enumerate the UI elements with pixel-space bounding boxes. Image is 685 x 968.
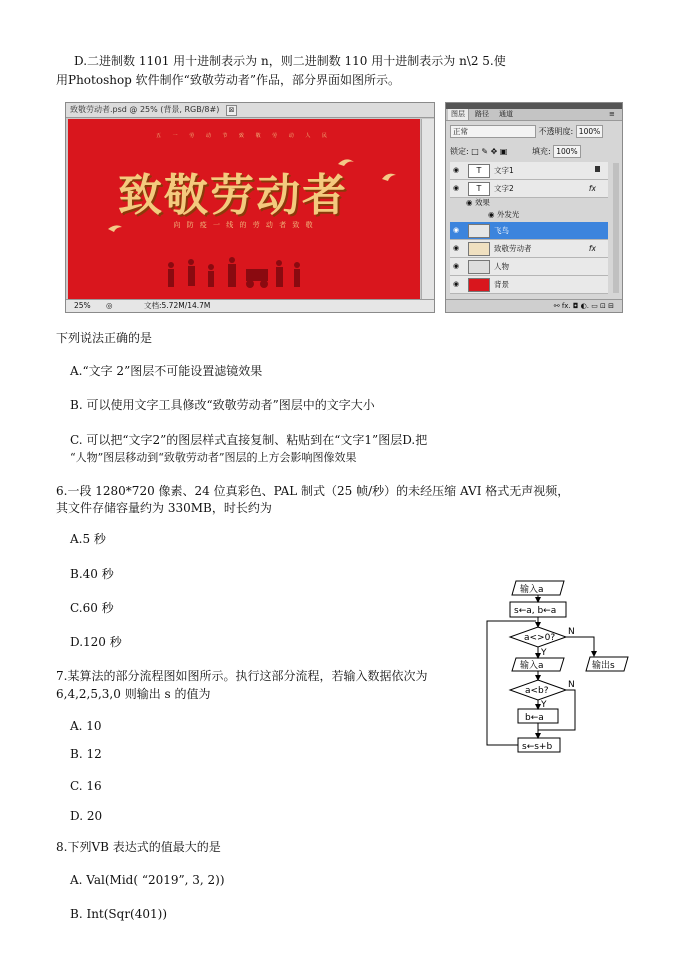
flow-cond1: a<>0?: [524, 633, 556, 643]
canvas-headline: 致敬劳动者: [118, 170, 348, 221]
panel-menu-icon[interactable]: ≡: [609, 110, 615, 118]
q5-option-d: “人物”图层移动到“致敬劳动者”图层的上方会影响图像效果: [70, 451, 357, 464]
lock-icon: [595, 166, 600, 172]
layer-name: 背景: [494, 280, 509, 289]
layers-bottom-toolbar[interactable]: ⚯ fx. ◘ ◐. ▭ ⊡ ⊟: [446, 299, 622, 312]
q6-option-a: A.5 秒: [70, 532, 106, 546]
layer-name: 文字1: [494, 166, 514, 175]
bird-icon: [338, 159, 354, 166]
flow-no2: N: [568, 680, 575, 690]
q5-stem-intro: 用Photoshop 软件制作“致敬劳动者”作品，部分界面如图所示。: [56, 73, 400, 87]
q6-option-d: D.120 秒: [70, 635, 122, 649]
lock-row: [450, 145, 618, 158]
q4-option-d: D.二进制数 1101 用十进制表示为 n，则二进制数 110 用十进制表示为 n\2 5.使: [74, 54, 506, 68]
flow-output: 输出s: [592, 661, 615, 671]
layer-thumbnail: [468, 224, 490, 238]
layer-thumbnail: T: [468, 182, 490, 196]
q7-option-b: B. 12: [70, 747, 102, 761]
algorithm-flowchart: [480, 575, 640, 765]
flow-input1: 输入a: [520, 585, 544, 595]
document-size: 文档:5.72M/14.7M: [144, 301, 211, 310]
bird-icon: [382, 174, 396, 181]
q5-option-b: B. 可以使用文字工具修改“致敬劳动者”图层中的文字大小: [70, 398, 375, 412]
layer-birds[interactable]: [450, 222, 608, 240]
close-icon[interactable]: ⊠: [226, 105, 237, 116]
layer-thumbnail: [468, 242, 490, 256]
q5-option-c: C. 可以把“文字2”的图层样式直接复制、粘贴到在“文字1”图层D.把: [70, 433, 428, 447]
eye-icon[interactable]: ◉: [453, 226, 460, 234]
panel-tabs: [446, 109, 622, 121]
photoshop-document-window: [65, 102, 435, 313]
flow-yes2: Y: [541, 700, 547, 710]
tab-channels[interactable]: 通道: [499, 110, 513, 118]
layer-thumbnail: [468, 278, 490, 292]
tab-paths[interactable]: 路径: [475, 110, 489, 118]
layer-headline[interactable]: [450, 240, 608, 258]
layer-text1[interactable]: [450, 162, 608, 180]
outer-glow-label: 外发光: [496, 210, 520, 219]
layer-thumbnail: [468, 260, 490, 274]
flow-assign3: s←s+b: [522, 742, 553, 752]
tab-layers[interactable]: 图层: [448, 109, 469, 120]
q8-option-b: B. Int(Sqr(401)): [70, 907, 168, 921]
eye-icon[interactable]: ◉: [488, 210, 495, 219]
status-bar: [66, 299, 434, 312]
layer-text2[interactable]: [450, 180, 608, 198]
flow-input2: 输入a: [520, 661, 544, 671]
document-titlebar: [66, 103, 434, 118]
flow-yes1: Y: [541, 648, 547, 658]
q7-option-d: D. 20: [70, 809, 103, 823]
layer-name: 飞鸟: [494, 226, 509, 235]
canvas-decoration: [68, 119, 420, 300]
layers-scrollbar[interactable]: [613, 163, 619, 293]
fill-input[interactable]: 100%: [553, 145, 580, 158]
document-title: 致敬劳动者.psd @ 25% (背景, RGB/8#): [70, 105, 220, 114]
lock-label: 锁定:: [450, 147, 469, 156]
canvas-slogan: 五 一 劳 动 节 致 敬 劳 动 人 民: [156, 133, 332, 139]
layers-panel: [445, 102, 623, 313]
q8-option-a: A. Val(Mid( “2019”, 3, 2)): [70, 873, 225, 887]
opacity-label: 不透明度:: [538, 127, 574, 136]
q5-stem: 下列说法正确的是: [56, 331, 153, 345]
blend-row: [450, 125, 618, 138]
q6-stem: 6.一段 1280*720 像素、24 位真彩色、PAL 制式（25 帧/秒）的未经压缩 AVI 格式无声视频，: [56, 484, 570, 498]
effects-label: 效果: [474, 198, 490, 207]
eye-icon[interactable]: ◉: [453, 244, 460, 252]
lock-icons[interactable]: □ ✎ ✥ ▣: [471, 147, 508, 156]
q6-option-b: B.40 秒: [70, 567, 114, 581]
q7-stem-2: 6,4,2,5,3,0 则输出 s 的值为: [56, 687, 211, 701]
q5-option-a: A.“文字 2”图层不可能设置滤镜效果: [70, 364, 263, 378]
flow-cond2: a<b?: [525, 686, 549, 696]
eye-icon[interactable]: ◉: [453, 280, 460, 288]
effects-group[interactable]: [466, 197, 616, 209]
eye-icon[interactable]: ◉: [453, 184, 460, 192]
layer-background[interactable]: [450, 276, 608, 294]
flow-assign2: b←a: [525, 713, 544, 723]
vertical-scrollbar[interactable]: [421, 119, 434, 300]
q8-stem: 8.下列VB 表达式的值最大的是: [56, 840, 221, 854]
flow-assign1: s←a, b←a: [514, 606, 557, 616]
q7-option-c: C. 16: [70, 779, 102, 793]
q6-stem-2: 其文件存储容量约为 330MB，时长约为: [56, 501, 272, 515]
layer-people[interactable]: [450, 258, 608, 276]
flow-no1: N: [568, 627, 575, 637]
workers-silhouette-icon: [168, 257, 300, 288]
q6-option-c: C.60 秒: [70, 601, 114, 615]
layer-name: 致敬劳动者: [494, 244, 532, 253]
zoom-value[interactable]: 25%: [74, 301, 91, 310]
eye-icon[interactable]: ◉: [453, 262, 460, 270]
canvas-subline: 向 防 疫 一 线 的 劳 动 者 致 敬: [173, 221, 315, 229]
layer-name: 文字2: [494, 184, 514, 193]
eye-icon[interactable]: ◉: [466, 198, 473, 207]
q7-stem: 7.某算法的部分流程图如图所示。执行这部分流程，若输入数据依次为: [56, 669, 428, 683]
fx-icon[interactable]: fx: [588, 244, 596, 253]
info-icon[interactable]: ◎: [106, 301, 113, 310]
fx-icon[interactable]: fx: [588, 184, 596, 193]
eye-icon[interactable]: ◉: [453, 166, 460, 174]
layer-thumbnail: T: [468, 164, 490, 178]
q7-option-a: A. 10: [70, 719, 102, 733]
fill-label: 填充:: [531, 147, 551, 156]
blend-mode-select[interactable]: 正常: [450, 125, 536, 138]
layer-name: 人物: [494, 262, 509, 271]
document-canvas: [68, 119, 420, 300]
bird-icon: [108, 225, 122, 232]
opacity-input[interactable]: 100%: [576, 125, 603, 138]
